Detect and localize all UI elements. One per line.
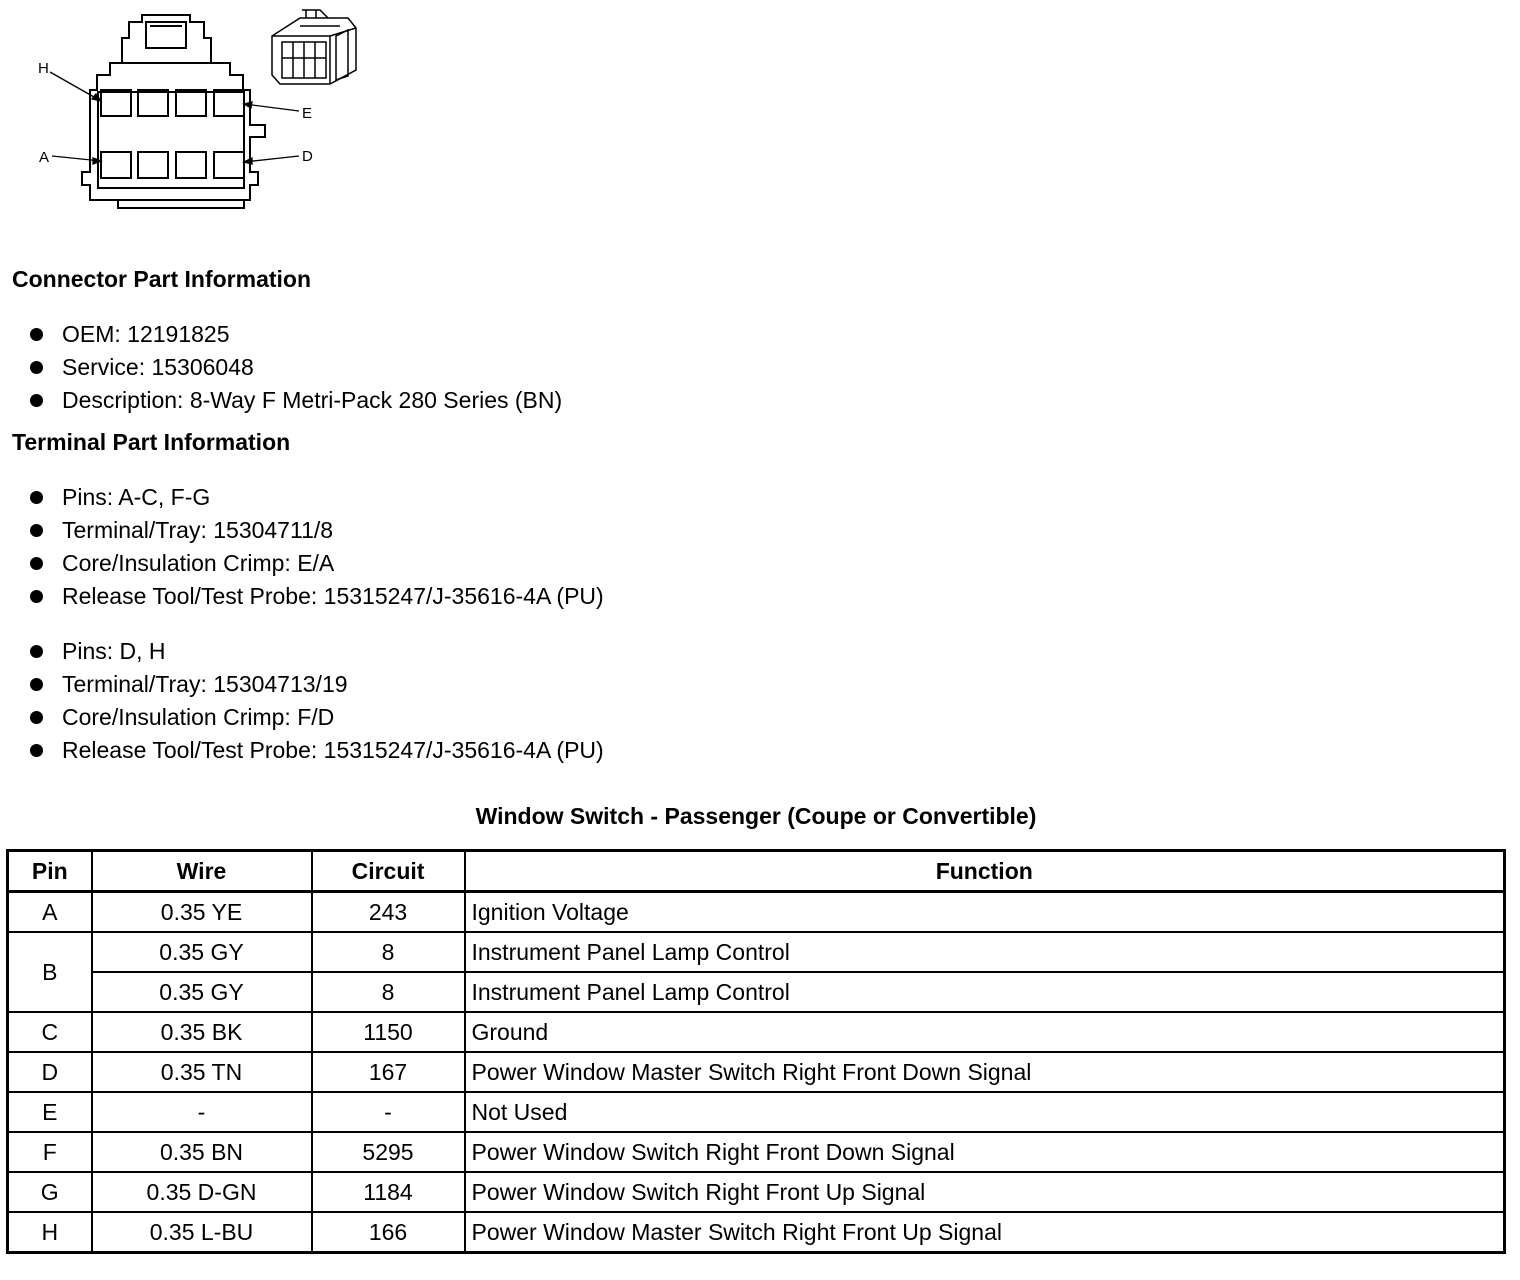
- circuit-cell: 1184: [312, 1172, 465, 1212]
- connector-part-info-heading: Connector Part Information: [12, 266, 312, 292]
- pin-label-h: H: [38, 60, 49, 77]
- column-header-pin: Pin: [8, 851, 92, 892]
- pin-label-a: A: [39, 149, 50, 166]
- connector-isometric-icon: [272, 10, 356, 84]
- circuit-cell: 1150: [312, 1012, 465, 1052]
- pin-cell: C: [8, 1012, 92, 1052]
- column-header-wire: Wire: [92, 851, 312, 892]
- function-cell: Instrument Panel Lamp Control: [465, 932, 1505, 972]
- pin-cell: B: [8, 932, 92, 1012]
- pin-cell: A: [8, 892, 92, 933]
- table-row: [8, 1172, 1505, 1212]
- pin-cell: H: [8, 1212, 92, 1253]
- table-title: Window Switch - Passenger (Coupe or Convertible): [475, 803, 1037, 829]
- pin-cell: G: [8, 1172, 92, 1212]
- circuit-cell: 166: [312, 1212, 465, 1253]
- wire-cell: 0.35 BK: [92, 1012, 312, 1052]
- function-cell: Not Used: [465, 1092, 1505, 1132]
- wire-cell: 0.35 D-GN: [92, 1172, 312, 1212]
- function-cell: Ground: [465, 1012, 1505, 1052]
- list-item: Terminal/Tray: 15304711/8: [28, 514, 604, 547]
- table-header-row: [8, 851, 1505, 892]
- wire-cell: 0.35 YE: [92, 892, 312, 933]
- column-header-circuit: Circuit: [312, 851, 465, 892]
- column-header-function: Function: [465, 851, 1505, 892]
- function-cell: Power Window Master Switch Right Front Down Signal: [465, 1052, 1505, 1092]
- circuit-cell: -: [312, 1092, 465, 1132]
- list-item: Core/Insulation Crimp: E/A: [28, 547, 604, 580]
- list-item: Pins: A-C, F-G: [28, 481, 604, 514]
- list-item: OEM: 12191825: [28, 318, 562, 351]
- table-row: [8, 1012, 1505, 1052]
- pinout-table: [6, 849, 1506, 1254]
- table-row: [8, 1052, 1505, 1092]
- terminal-group-2-list: [28, 635, 604, 767]
- table-row: [8, 1132, 1505, 1172]
- function-cell: Ignition Voltage: [465, 892, 1505, 933]
- function-cell: Instrument Panel Lamp Control: [465, 972, 1505, 1012]
- table-row: [8, 972, 1505, 1012]
- table-row: [8, 1212, 1505, 1253]
- function-cell: Power Window Switch Right Front Up Signal: [465, 1172, 1505, 1212]
- list-item: Release Tool/Test Probe: 15315247/J-35616-4A (PU): [28, 734, 604, 767]
- connector-face-diagram: [0, 0, 380, 220]
- wire-cell: -: [92, 1092, 312, 1132]
- terminal-group-1-list: [28, 481, 604, 613]
- wire-cell: 0.35 BN: [92, 1132, 312, 1172]
- connector-part-info-list: [28, 318, 562, 417]
- circuit-cell: 8: [312, 972, 465, 1012]
- list-item: Core/Insulation Crimp: F/D: [28, 701, 604, 734]
- pin-cell: F: [8, 1132, 92, 1172]
- terminal-part-info-heading: Terminal Part Information: [12, 429, 291, 455]
- list-item: Service: 15306048: [28, 351, 562, 384]
- wire-cell: 0.35 L-BU: [92, 1212, 312, 1253]
- circuit-cell: 5295: [312, 1132, 465, 1172]
- wire-cell: 0.35 GY: [92, 932, 312, 972]
- function-cell: Power Window Master Switch Right Front Up Signal: [465, 1212, 1505, 1253]
- circuit-cell: 167: [312, 1052, 465, 1092]
- pin-cell: D: [8, 1052, 92, 1092]
- circuit-cell: 243: [312, 892, 465, 933]
- pin-cell: E: [8, 1092, 92, 1132]
- list-item: Terminal/Tray: 15304713/19: [28, 668, 604, 701]
- circuit-cell: 8: [312, 932, 465, 972]
- table-row: [8, 892, 1505, 933]
- pin-label-e: E: [302, 105, 313, 122]
- list-item: Release Tool/Test Probe: 15315247/J-35616-4A (PU): [28, 580, 604, 613]
- pin-label-d: D: [302, 148, 313, 165]
- wire-cell: 0.35 TN: [92, 1052, 312, 1092]
- list-item: Description: 8-Way F Metri-Pack 280 Series (BN): [28, 384, 562, 417]
- list-item: Pins: D, H: [28, 635, 604, 668]
- table-row: [8, 932, 1505, 972]
- function-cell: Power Window Switch Right Front Down Signal: [465, 1132, 1505, 1172]
- wire-cell: 0.35 GY: [92, 972, 312, 1012]
- table-row: [8, 1092, 1505, 1132]
